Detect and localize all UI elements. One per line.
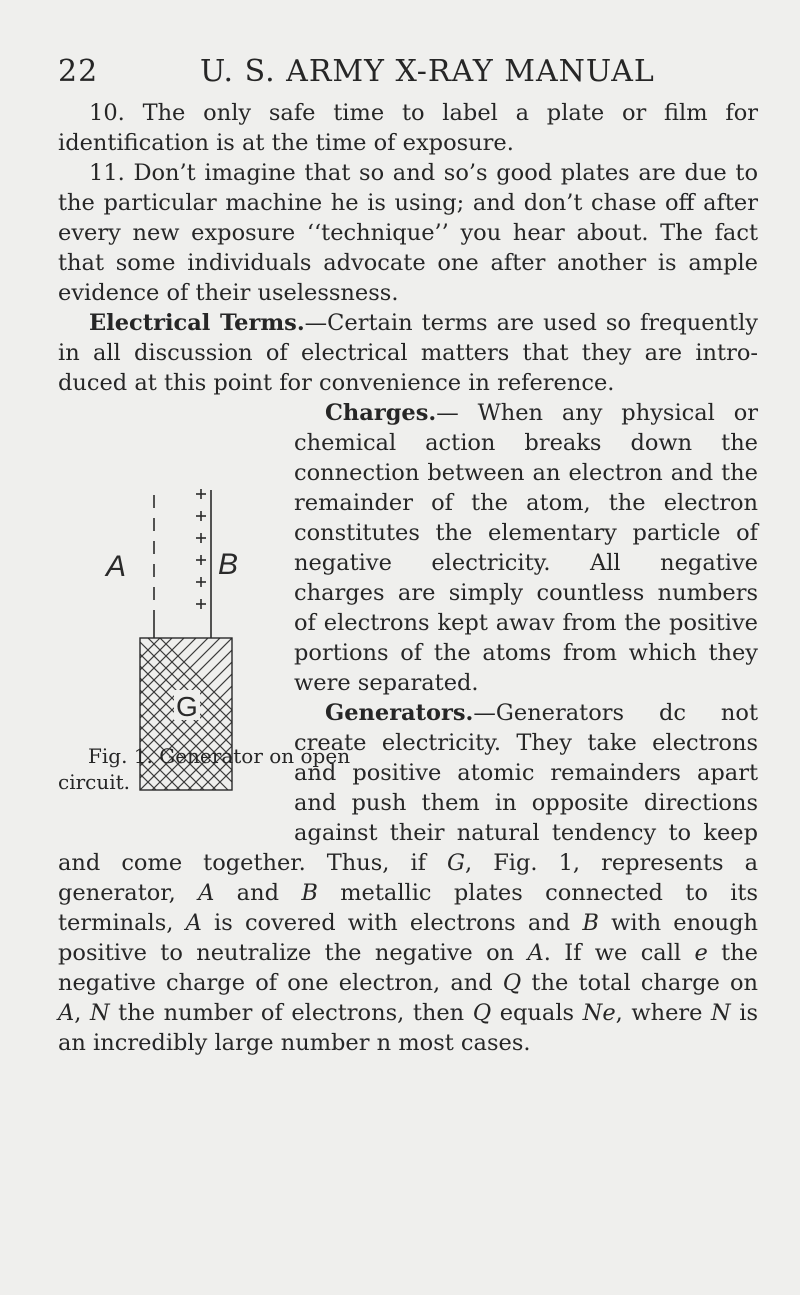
generators-text: , (74, 1000, 90, 1026)
var-a: A (527, 940, 544, 966)
var-b: B (301, 880, 318, 906)
label-a: A (106, 550, 127, 583)
figure-caption: Fig. 1. Generator on open circuit. (58, 744, 351, 794)
page-number: 22 (58, 54, 99, 89)
generators-text: the negative charge of one electron, and (58, 940, 758, 996)
var-e: e (694, 940, 708, 966)
paragraph-electrical-terms (58, 308, 758, 398)
running-title: U. S. ARMY X-RAY MANUAL (200, 54, 655, 89)
body-text (58, 98, 758, 1058)
var-a: A (185, 910, 202, 936)
var-a: A (198, 880, 215, 906)
generators-text: is an incredibly large number (58, 1000, 758, 1056)
generators-text: —Generators dc not create electricity. They take electrons and positive atomic remainders apart and push them in opposite directions against their natural tendency to keep and come together. Thus, if (58, 700, 758, 876)
paragraph-11: 11. Don’t imagine that so and so’s good plates are due to the particular machine he is using; and don’t chase off after every new exposure ‘‘technique’’ you hear about. The fact that some individuals advocate one after another is ample evidence of their uselessness. (58, 160, 758, 306)
label-b: B (218, 548, 239, 581)
heading-electrical-terms: Electrical Terms. (89, 310, 305, 336)
generators-text: and (214, 880, 302, 906)
var-n: N (89, 1000, 110, 1026)
generators-text: the number of electrons, then (109, 1000, 473, 1026)
electrical-terms-text: —Certain terms are used so frequently in all discussion of electrical matters that they are introduced at this point for convenience in reference. (58, 310, 758, 396)
generators-text: with enough positive to neutralize the negative on (58, 910, 758, 966)
var-q: Q (502, 970, 522, 996)
generators-text: equals (491, 1000, 583, 1026)
generators-text: n most cases. (376, 1030, 531, 1056)
generators-text: the total charge on (521, 970, 759, 996)
var-q: Q (472, 1000, 492, 1026)
generators-text: is covered with electrons and (201, 910, 583, 936)
generators-text: , where (615, 1000, 712, 1026)
running-header (58, 54, 758, 94)
var-ne: Ne (582, 1000, 616, 1026)
heading-generators: Generators. (325, 700, 474, 726)
var-a: A (58, 1000, 75, 1026)
var-b: B (582, 910, 599, 936)
plate-b-positive-charges (196, 489, 206, 609)
charges-text: — When any physical or chemical action breaks down the connection between an electron and the remainder of the atom, the electron constitutes the elementary particle of negative electricity. All negative charges are simply countless numbers of electrons kept awav from the positive portions of the atoms from which they were separated. (294, 400, 758, 696)
generators-text: . If we call (543, 940, 695, 966)
var-n: N (711, 1000, 731, 1026)
generators-text: , Fig. 1, represents a generator, (58, 850, 758, 906)
paragraph-10: 10. The only safe time to label a plate or film for identification is at the time of exposure. (58, 100, 758, 156)
label-g: G (176, 691, 198, 722)
var-g: G (447, 850, 466, 876)
figure-1 (58, 398, 351, 838)
heading-charges: Charges. (325, 400, 437, 426)
generators-text: metallic plates connected to its terminals, (58, 880, 758, 936)
